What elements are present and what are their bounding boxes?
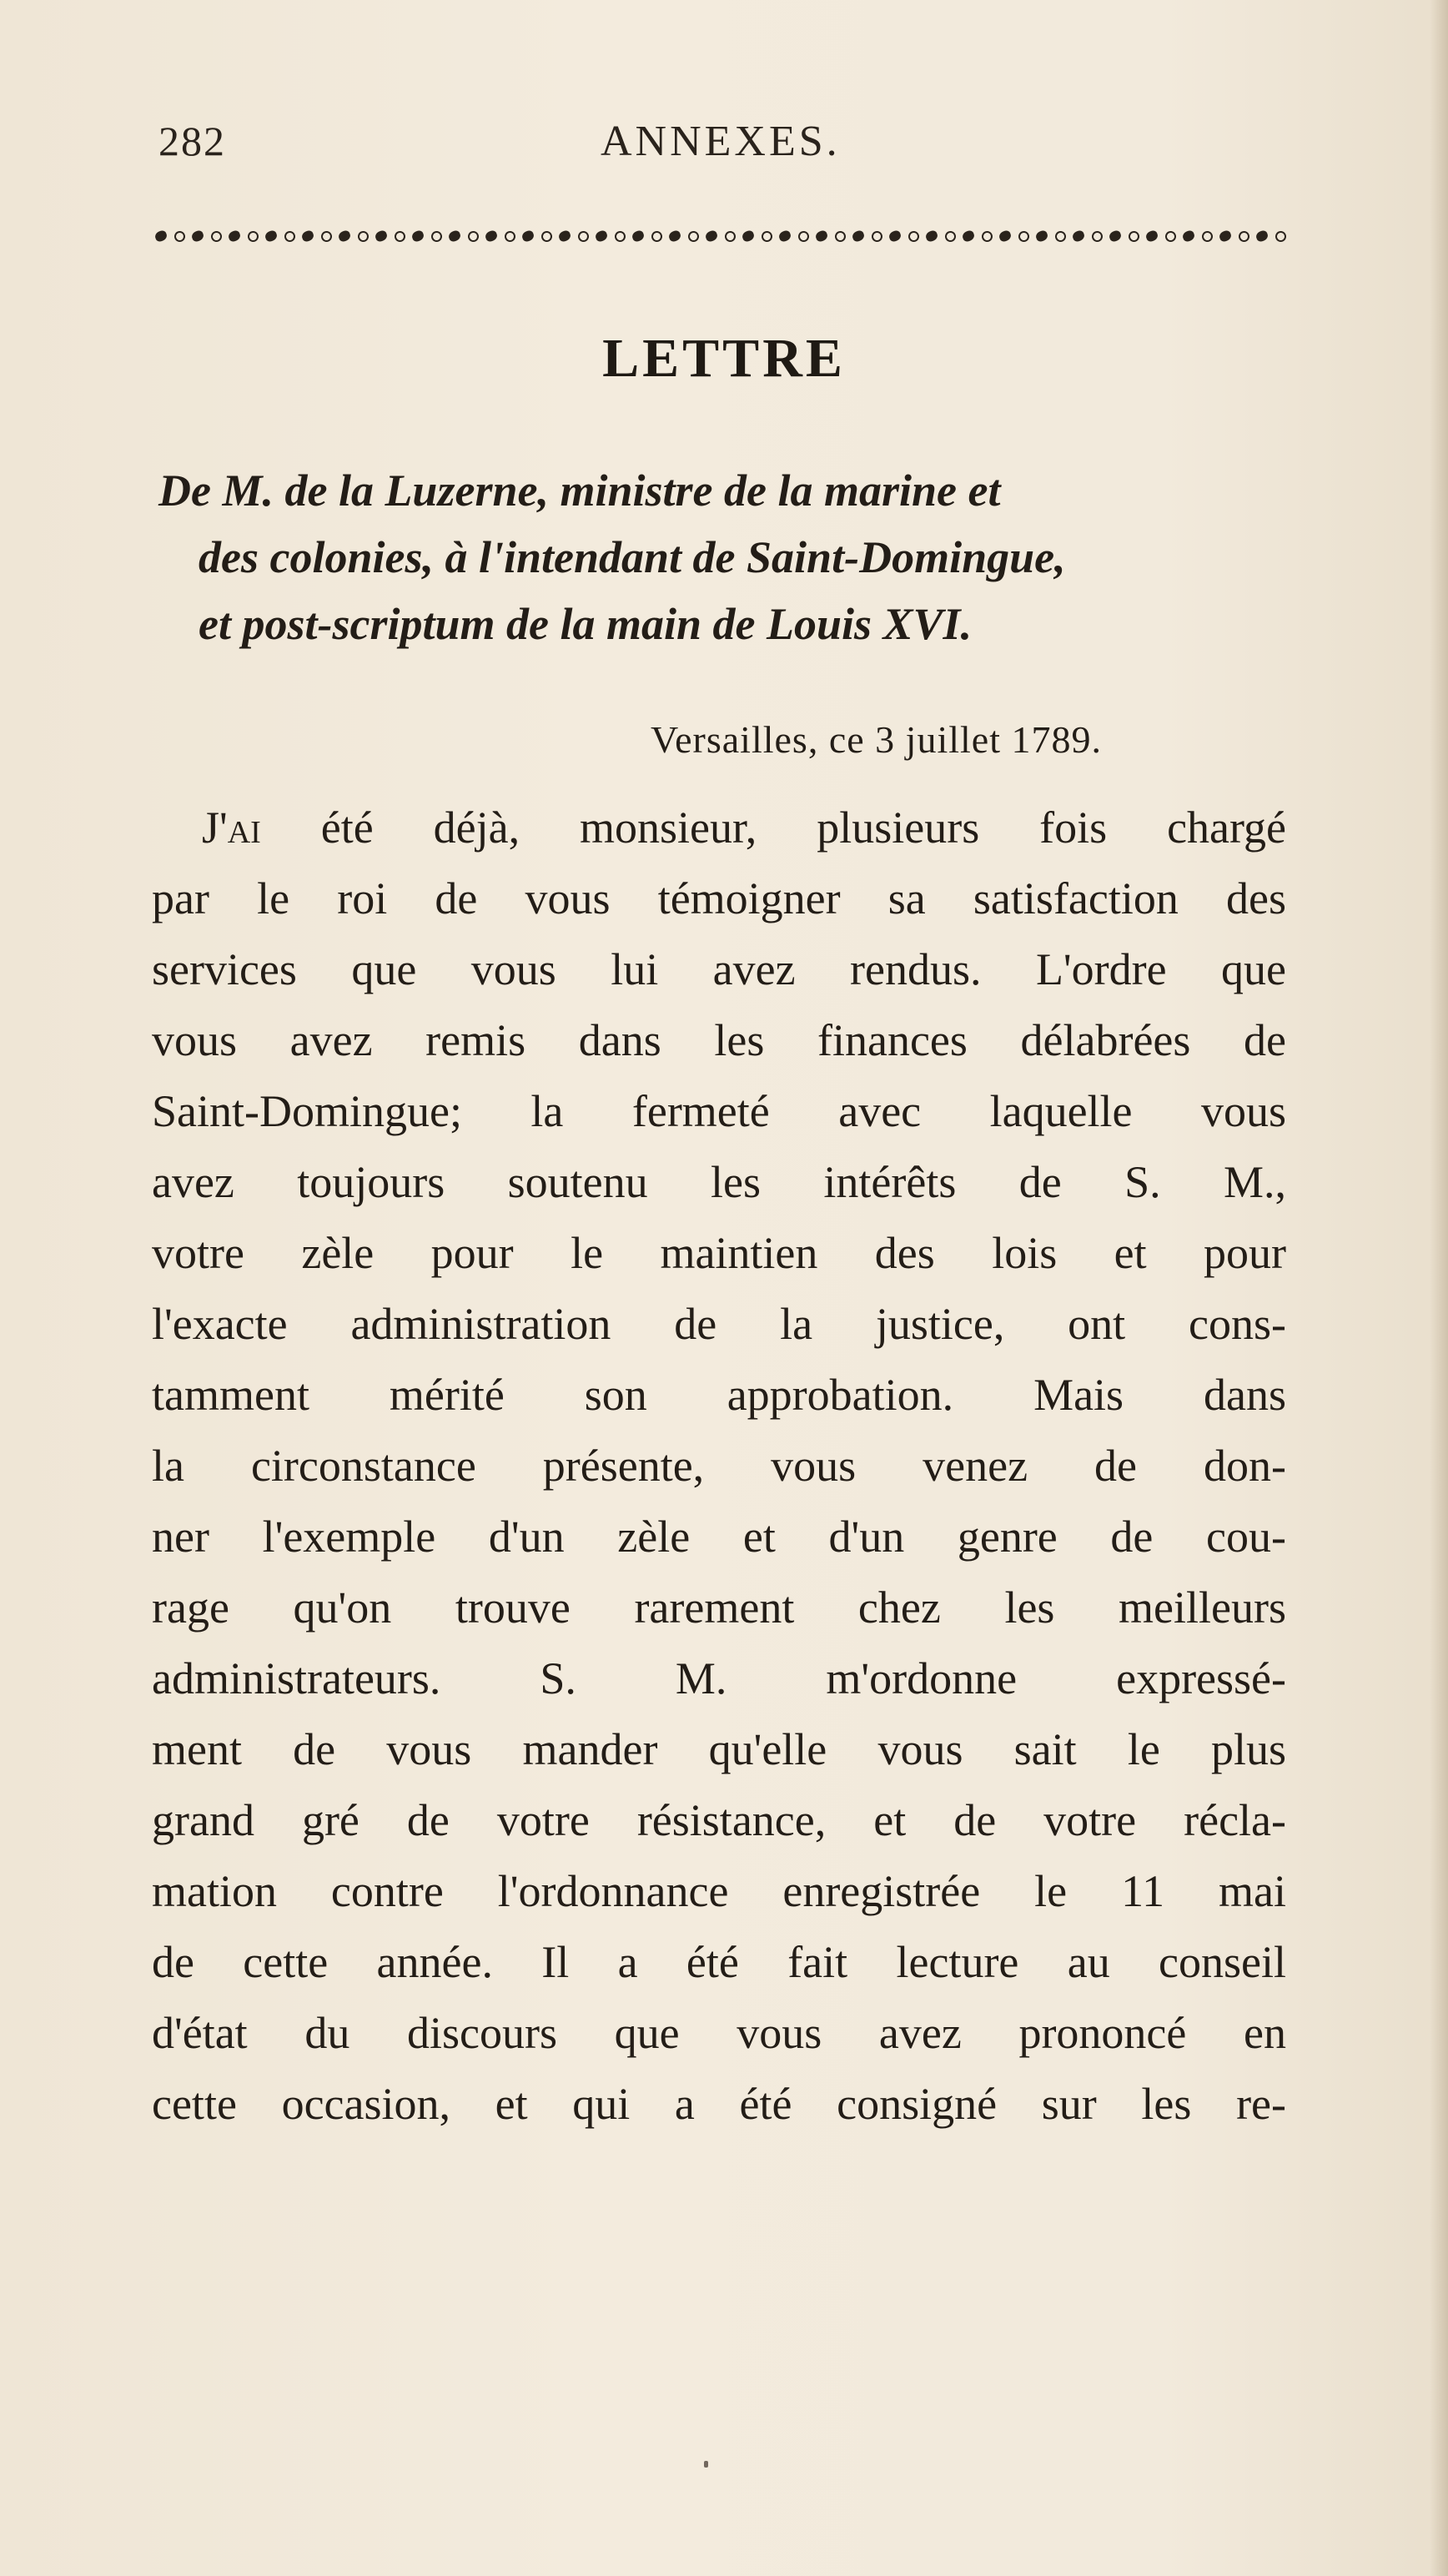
ornament-glyph bbox=[319, 229, 334, 244]
ornament-glyph bbox=[484, 229, 498, 243]
ornament-glyph bbox=[1108, 229, 1122, 243]
ornament-glyph bbox=[1071, 229, 1085, 243]
body-line: tamment mérité son approbation. Mais dans bbox=[152, 1370, 1286, 1420]
ornament-glyph bbox=[814, 229, 828, 243]
running-title: ANNEXES. bbox=[601, 118, 841, 165]
ornament-glyph bbox=[887, 229, 902, 243]
body-line bbox=[152, 792, 1286, 863]
ornament-glyph bbox=[209, 229, 224, 244]
body-line: votre zèle pour le maintien des lois et pour bbox=[152, 1228, 1286, 1278]
body-line: avez toujours soutenu les intérêts de S. M., bbox=[152, 1157, 1286, 1207]
ornament-glyph bbox=[1017, 229, 1031, 244]
ornament-glyph bbox=[870, 229, 884, 244]
ornament-glyph bbox=[520, 229, 535, 243]
ornament-glyph bbox=[631, 229, 645, 243]
ornament-glyph bbox=[576, 229, 591, 244]
ornament-glyph bbox=[594, 229, 608, 243]
ornament-glyph bbox=[155, 229, 168, 243]
body-line-rest: été déjà, monsieur, plusieurs fois chargé bbox=[260, 802, 1286, 853]
ornament-glyph bbox=[907, 229, 921, 244]
body-line: vous avez remis dans les finances délabrées de bbox=[152, 1015, 1286, 1065]
ornament-glyph bbox=[851, 229, 865, 243]
ornament-glyph bbox=[1200, 229, 1214, 244]
ornament-glyph bbox=[173, 229, 187, 244]
ornament-glyph bbox=[264, 229, 278, 243]
ornament-glyph bbox=[557, 229, 571, 243]
ornament-glyph bbox=[1053, 229, 1068, 244]
ornament-glyph bbox=[374, 229, 388, 243]
ornament-glyph bbox=[393, 229, 407, 244]
ornament-glyph bbox=[337, 229, 351, 243]
ornament-glyph bbox=[998, 229, 1012, 243]
ornament-glyph bbox=[777, 229, 792, 243]
ornament-glyph bbox=[1164, 229, 1178, 244]
ornament-glyph bbox=[667, 229, 681, 243]
ornament-glyph bbox=[1274, 229, 1286, 244]
ornament-glyph bbox=[833, 229, 847, 244]
body-line: mation contre l'ordonnance enregistrée le 11 mai bbox=[152, 1866, 1286, 1916]
ornament-glyph bbox=[1144, 229, 1159, 243]
body-lead-word: J'ai bbox=[202, 802, 261, 853]
ornament-glyph bbox=[1127, 229, 1141, 244]
dateline: Versailles, ce 3 juillet 1789. bbox=[651, 718, 1102, 761]
ornament-glyph bbox=[1218, 229, 1232, 243]
ornament-glyph bbox=[356, 229, 370, 244]
ornament-glyph bbox=[430, 229, 444, 244]
ornament-glyph bbox=[503, 229, 517, 244]
ornament-glyph bbox=[961, 229, 975, 243]
ornament-glyph bbox=[410, 229, 425, 243]
body-line: administrateurs. S. M. m'ordonne expressé- bbox=[152, 1653, 1286, 1703]
body-line: cette occasion, et qui a été consigné sur les re- bbox=[152, 2079, 1286, 2129]
body-line: la circonstance présente, vous venez de don- bbox=[152, 1441, 1286, 1491]
ornament-glyph bbox=[723, 229, 737, 244]
body-line: d'état du discours que vous avez prononcé en bbox=[152, 2008, 1286, 2058]
ornament-glyph bbox=[1034, 229, 1048, 243]
letter-body bbox=[152, 792, 1286, 2140]
ornament-glyph bbox=[980, 229, 994, 244]
ornament-glyph bbox=[246, 229, 260, 244]
body-line: de cette année. Il a été fait lecture au conseil bbox=[152, 1937, 1286, 1987]
ink-speck bbox=[704, 2461, 708, 2468]
letter-heading: LETTRE bbox=[602, 328, 846, 389]
ornament-glyph bbox=[227, 229, 241, 243]
subtitle-line: et post-scriptum de la main de Louis XVI. bbox=[199, 599, 973, 649]
ornament-glyph bbox=[1181, 229, 1195, 243]
ornament-glyph bbox=[466, 229, 480, 244]
letter-subtitle bbox=[158, 457, 1301, 657]
ornament-glyph bbox=[300, 229, 314, 243]
ornament-glyph bbox=[613, 229, 627, 244]
ornament-glyph bbox=[686, 229, 701, 244]
body-line: grand gré de votre résistance, et de votre récla- bbox=[152, 1795, 1286, 1845]
ornament-glyph bbox=[540, 229, 554, 244]
page-number: 282 bbox=[158, 118, 226, 164]
ornament-glyph bbox=[1254, 229, 1269, 243]
ornament-glyph bbox=[704, 229, 718, 243]
subtitle-line: des colonies, à l'intendant de Saint-Domingue, bbox=[199, 532, 1066, 582]
ornament-glyph bbox=[190, 229, 204, 243]
ornament-glyph bbox=[943, 229, 958, 244]
body-line: services que vous lui avez rendus. L'ordre que bbox=[152, 944, 1286, 994]
ornament-glyph bbox=[447, 229, 461, 243]
body-line: Saint-Domingue; la fermeté avec laquelle vous bbox=[152, 1086, 1286, 1136]
ornament-glyph bbox=[650, 229, 664, 244]
ornament-glyph bbox=[760, 229, 774, 244]
body-line: par le roi de vous témoigner sa satisfaction des bbox=[152, 873, 1286, 923]
subtitle-line: De M. de la Luzerne, ministre de la marine et bbox=[158, 465, 1001, 516]
ornament-glyph bbox=[1090, 229, 1104, 244]
ornament-glyph bbox=[924, 229, 938, 243]
body-line: ment de vous mander qu'elle vous sait le plus bbox=[152, 1724, 1286, 1774]
body-line: rage qu'on trouve rarement chez les meilleurs bbox=[152, 1582, 1286, 1633]
ornament-glyph bbox=[741, 229, 755, 243]
body-line: ner l'exemple d'un zèle et d'un genre de cou- bbox=[152, 1512, 1286, 1562]
ornament-glyph bbox=[1237, 229, 1251, 244]
ornamental-rule bbox=[155, 227, 1286, 245]
ornament-glyph bbox=[283, 229, 297, 244]
body-line: l'exacte administration de la justice, ont cons- bbox=[152, 1299, 1286, 1349]
running-head bbox=[0, 117, 1448, 175]
ornament-glyph bbox=[797, 229, 811, 244]
